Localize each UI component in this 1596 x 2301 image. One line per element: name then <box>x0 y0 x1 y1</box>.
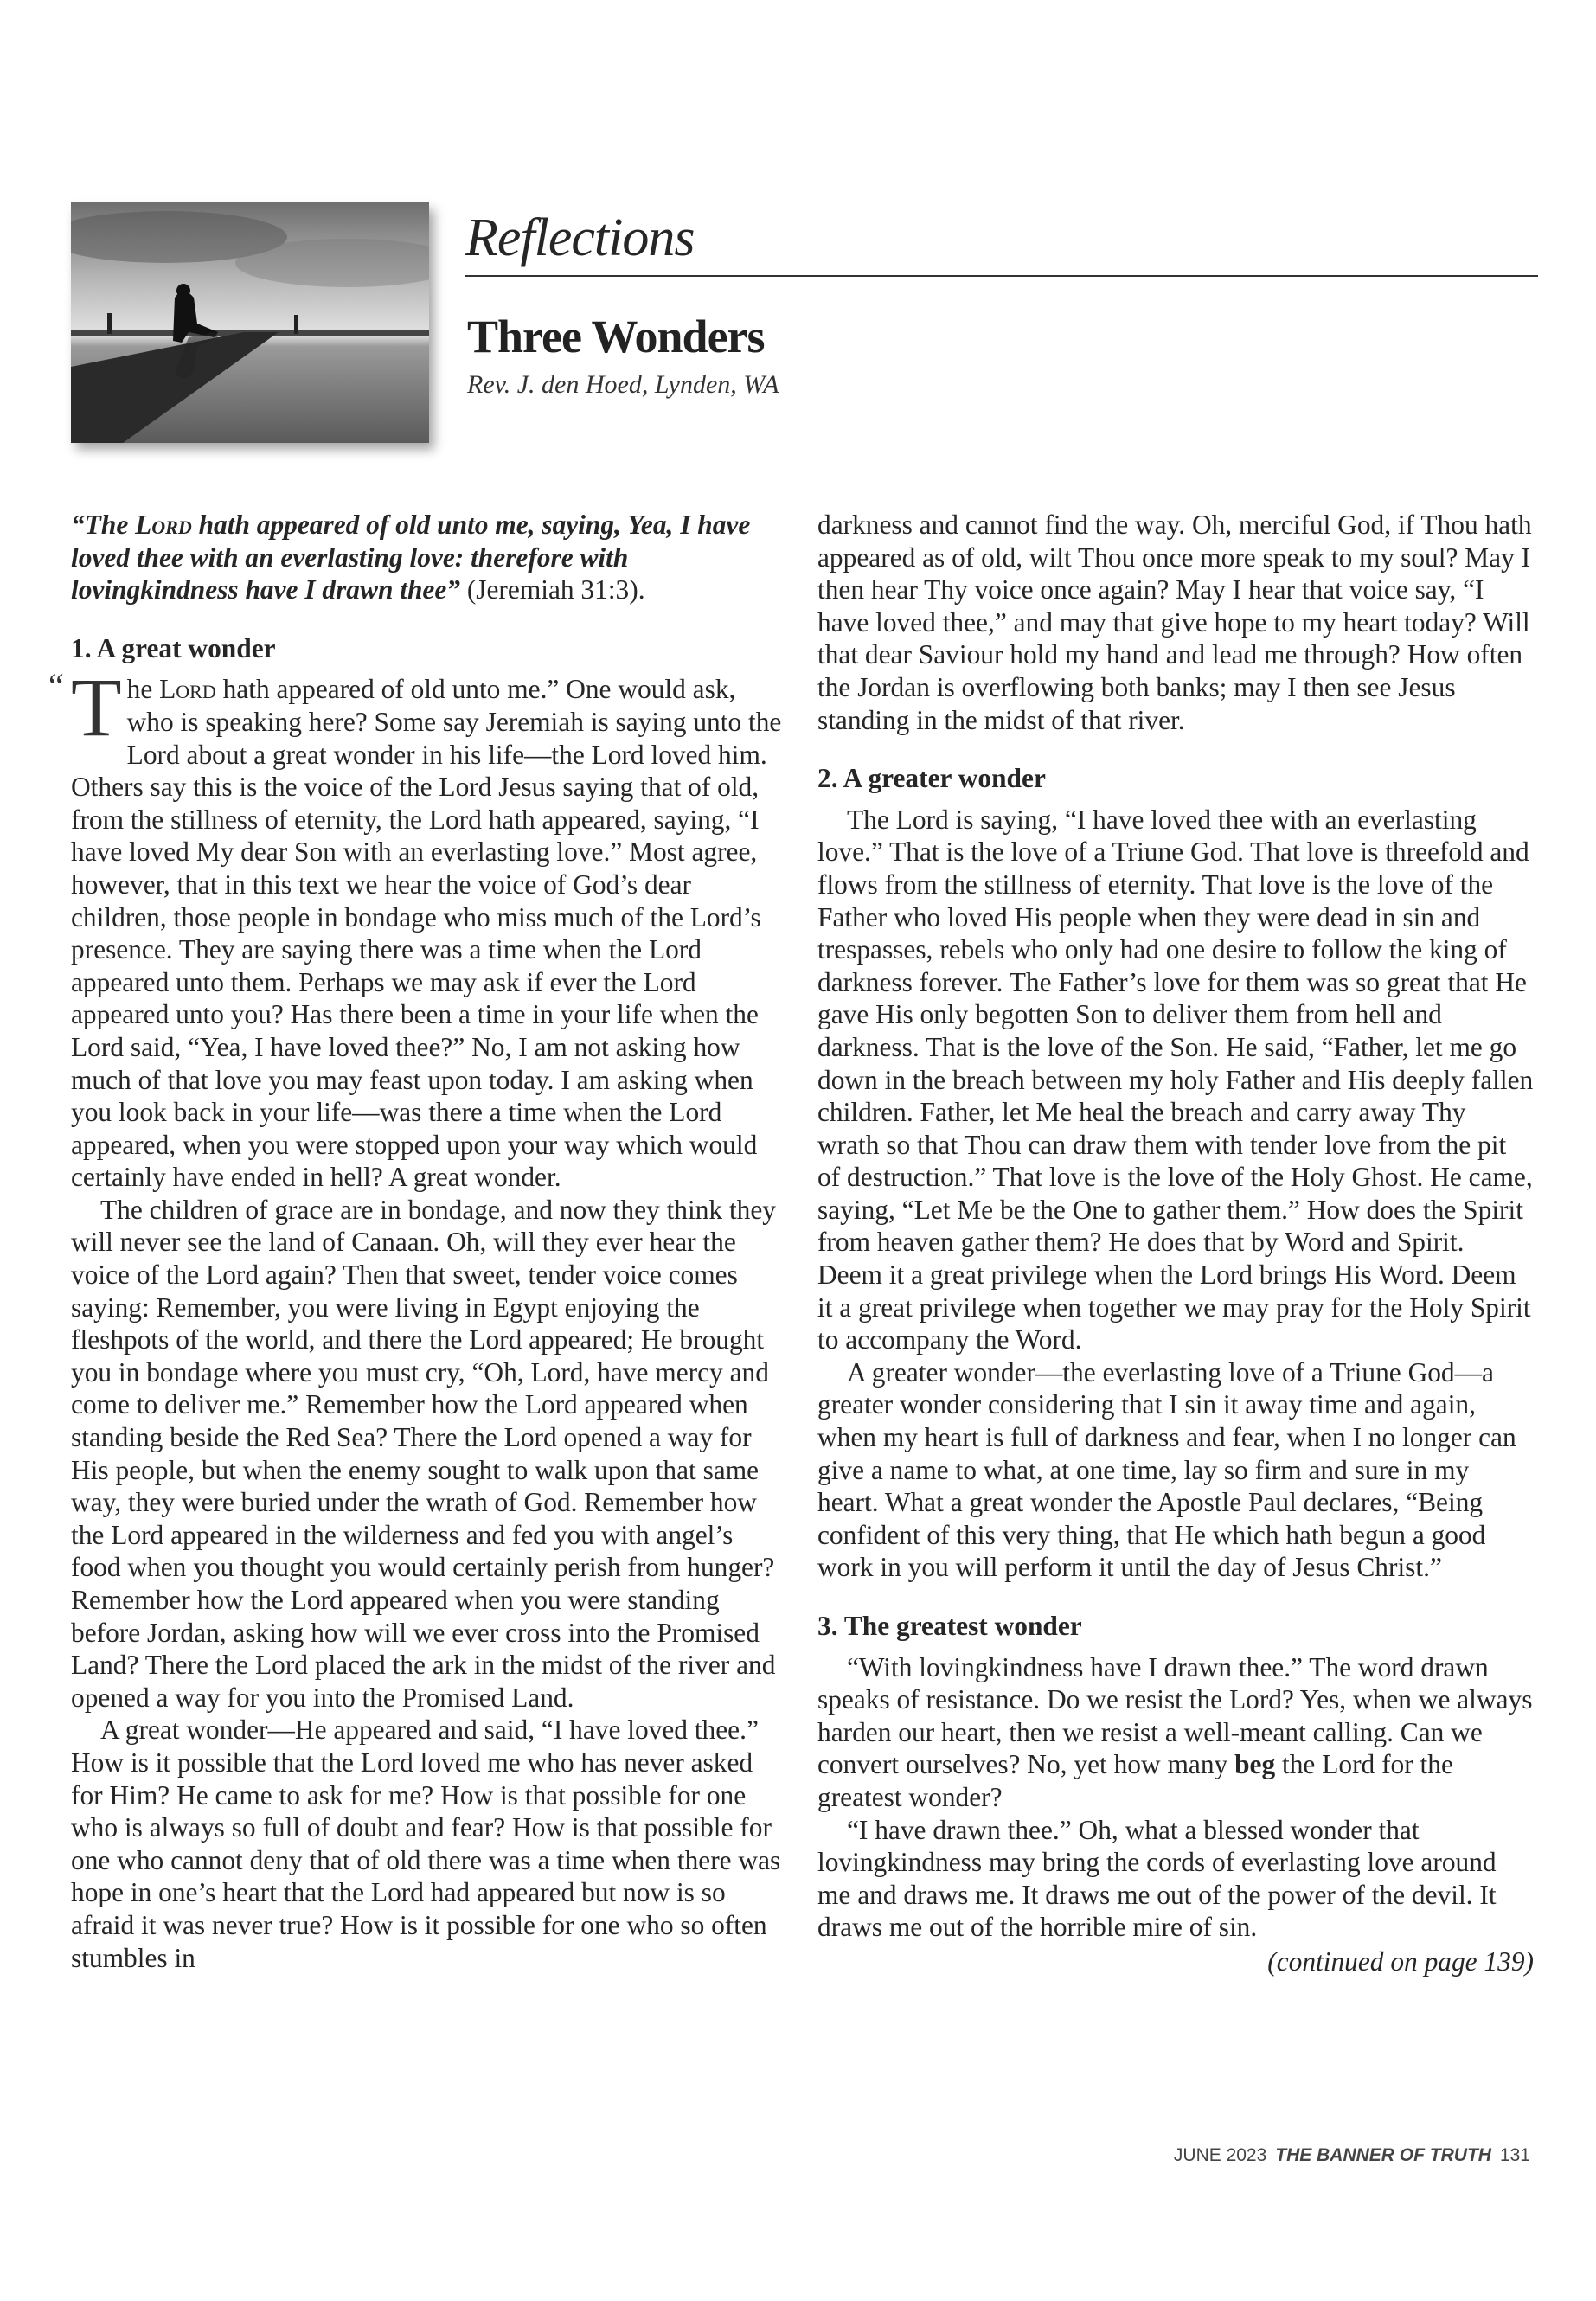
section-rule <box>465 275 1538 277</box>
paragraph: The Lord is saying, “I have loved thee with an everlasting love.” That is the love of a Triune God. That love is threefold and flows from the stillness of eternity. That love is the love of the Father who loved His people when they were dead in sin and trespasses, rebels who only had one desire to follow the king of darkness forever. The Father’s love for them was so great that He gave His only begotten Son to deliver them from hell and darkness. That is the love of the Son. He said, “Father, let me go down in the breach between my holy Father and His deeply fallen children. Father, let Me heal the breach and carry away Thy wrath so that Thou can draw them with tender love from the pit of destruction.” That love is the love of the Holy Ghost. He came, saying, “Let Me be the One to gather them.” How does the Spirit from heaven gather them? He does that by Word and Spirit. Deem it a great privilege when the Lord brings His Word. Deem it a great privilege when together we may pray for the Holy Spirit to accompany the Word. <box>817 804 1534 1356</box>
page-number: 131 <box>1499 2145 1530 2165</box>
paragraph: darkness and cannot find the way. Oh, merciful God, if Thou hath appeared as of old, wilt Thou once more speak to my soul? May I then hear Thy voice once again? May I hear that voice say, “I have loved thee,” and may that give hope to my heart today? Will that dear Saviour hold my hand and lead me through? How often the Jordan is overflowing both banks; may I then see Jesus standing in the midst of that river. <box>817 510 1532 735</box>
paragraph: The children of grace are in bondage, and now they think they will never see the land of Canaan. Oh, will they ever hear the voice of the Lord again? Then that sweet, tender voice comes saying: Remember, you were living in Egypt enjoying the fleshpots of the world, and there the Lord appeared; He brought you in bondage where you must cry, “Oh, Lord, have mercy and come to deliver me.” Remember how the Lord appeared when standing beside the Red Sea? There the Lord opened a way for His people, but when the enemy sought to walk upon that same way, they were buried under the wrath of God. Remember how the Lord appeared in the wilderness and fed you with angel’s food when you thought you would certainly perish from hunger? Remember how the Lord appeared when you were standing before Jordan, asking how will we ever cross into the Promised Land? There the Lord placed the ark in the midst of the river and opened a way for you into the Promised Land. <box>71 1194 776 1713</box>
photo-person-on-pier <box>71 202 429 443</box>
byline: Rev. J. den Hoed, Lynden, WA <box>467 370 779 399</box>
right-column <box>817 509 1534 1978</box>
paragraph: A greater wonder—the everlasting love of a Triune God—a greater wonder considering that I sin it away time and again, when my heart is full of darkness and fear, when I no longer can give a name to what, at one time, lay so firm and sure in my heart. What a great wonder the Apostle Paul declares, “Being confident of this very thing, that He which hath begun a good work in you will perform it until the day of Jesus Christ.” <box>817 1356 1516 1583</box>
continued-note: (continued on page 139) <box>1267 1945 1534 1977</box>
heading-greater-wonder: 2. A greater wonder <box>817 763 1046 794</box>
paragraph: “I have drawn thee.” Oh, what a blessed wonder that lovingkindness may bring the cords of everlasting love around me and draws me. It draws me out of the power of the devil. It draws me out of the horrible mire of sin. <box>817 1814 1497 1943</box>
paragraph: A great wonder—He appeared and said, “I have loved thee.” How is it possible that the Lord loved me who has never asked for Him? He came to ask for me? How is that possible for one who is always so full of doubt and fear? How is that possible for one who cannot deny that of old there was a time when there was hope in one’s heart that the Lord had appeared but now is so afraid it was never true? How is it possible for one who so often stumbles in <box>71 1715 781 1973</box>
magazine-name: THE BANNER OF TRUTH <box>1275 2145 1491 2165</box>
issue-date: JUNE 2023 <box>1173 2145 1267 2165</box>
drop-cap: T <box>71 661 122 754</box>
heading-greatest-wonder: 3. The greatest wonder <box>817 1611 1082 1641</box>
photo-person-sitting-on-pier-icon <box>71 202 429 443</box>
epigraph-reference: (Jeremiah 31:3). <box>459 574 645 606</box>
left-column <box>48 509 787 1974</box>
page-footer <box>1174 2145 1530 2166</box>
paragraph: “ T he Lord hath appeared of old unto me.” One would ask, who is speaking here? Some say Jeremiah is saying unto the Lord about a great wonder in his life—the Lord loved him. Others say this is the voice of the Lord Jesus saying that of old, from the stillness of eternity, the Lord hath appeared, saying, “I have loved My dear Son with an everlasting love.” Most agree, however, that in this text we hear the voice of God’s dear children, those people in bondage who miss much of the Lord’s presence. They are saying there was a time when the Lord appeared unto them. Perhaps we may ask if ever the Lord appeared unto you? Has there been a time in your life when the Lord said, “Yea, I have loved thee?” No, I am not asking how much of that love you may feast upon today. I am asking when you look back in your life—was there a time when the Lord appeared, when you were stopped upon your way which would certainly have ended in hell? A great wonder. <box>48 661 782 1193</box>
paragraph: “With lovingkindness have I drawn thee.” The word drawn speaks of resistance. Do we resist the Lord? Yes, when we always harden our heart, then we resist a well-meant calling. Can we convert ourselves? No, yet how many beg the Lord for the greatest wonder? <box>817 1651 1533 1812</box>
section-title: Reflections <box>465 208 695 267</box>
epigraph: “The Lord hath appeared of old unto me, saying, Yea, I have loved thee with an everlasting love: therefore with lovingkindness have I drawn thee” (Jeremiah 31:3). <box>71 510 751 606</box>
heading-great-wonder: 1. A great wonder <box>71 632 276 663</box>
article-title: Three Wonders <box>467 311 765 362</box>
